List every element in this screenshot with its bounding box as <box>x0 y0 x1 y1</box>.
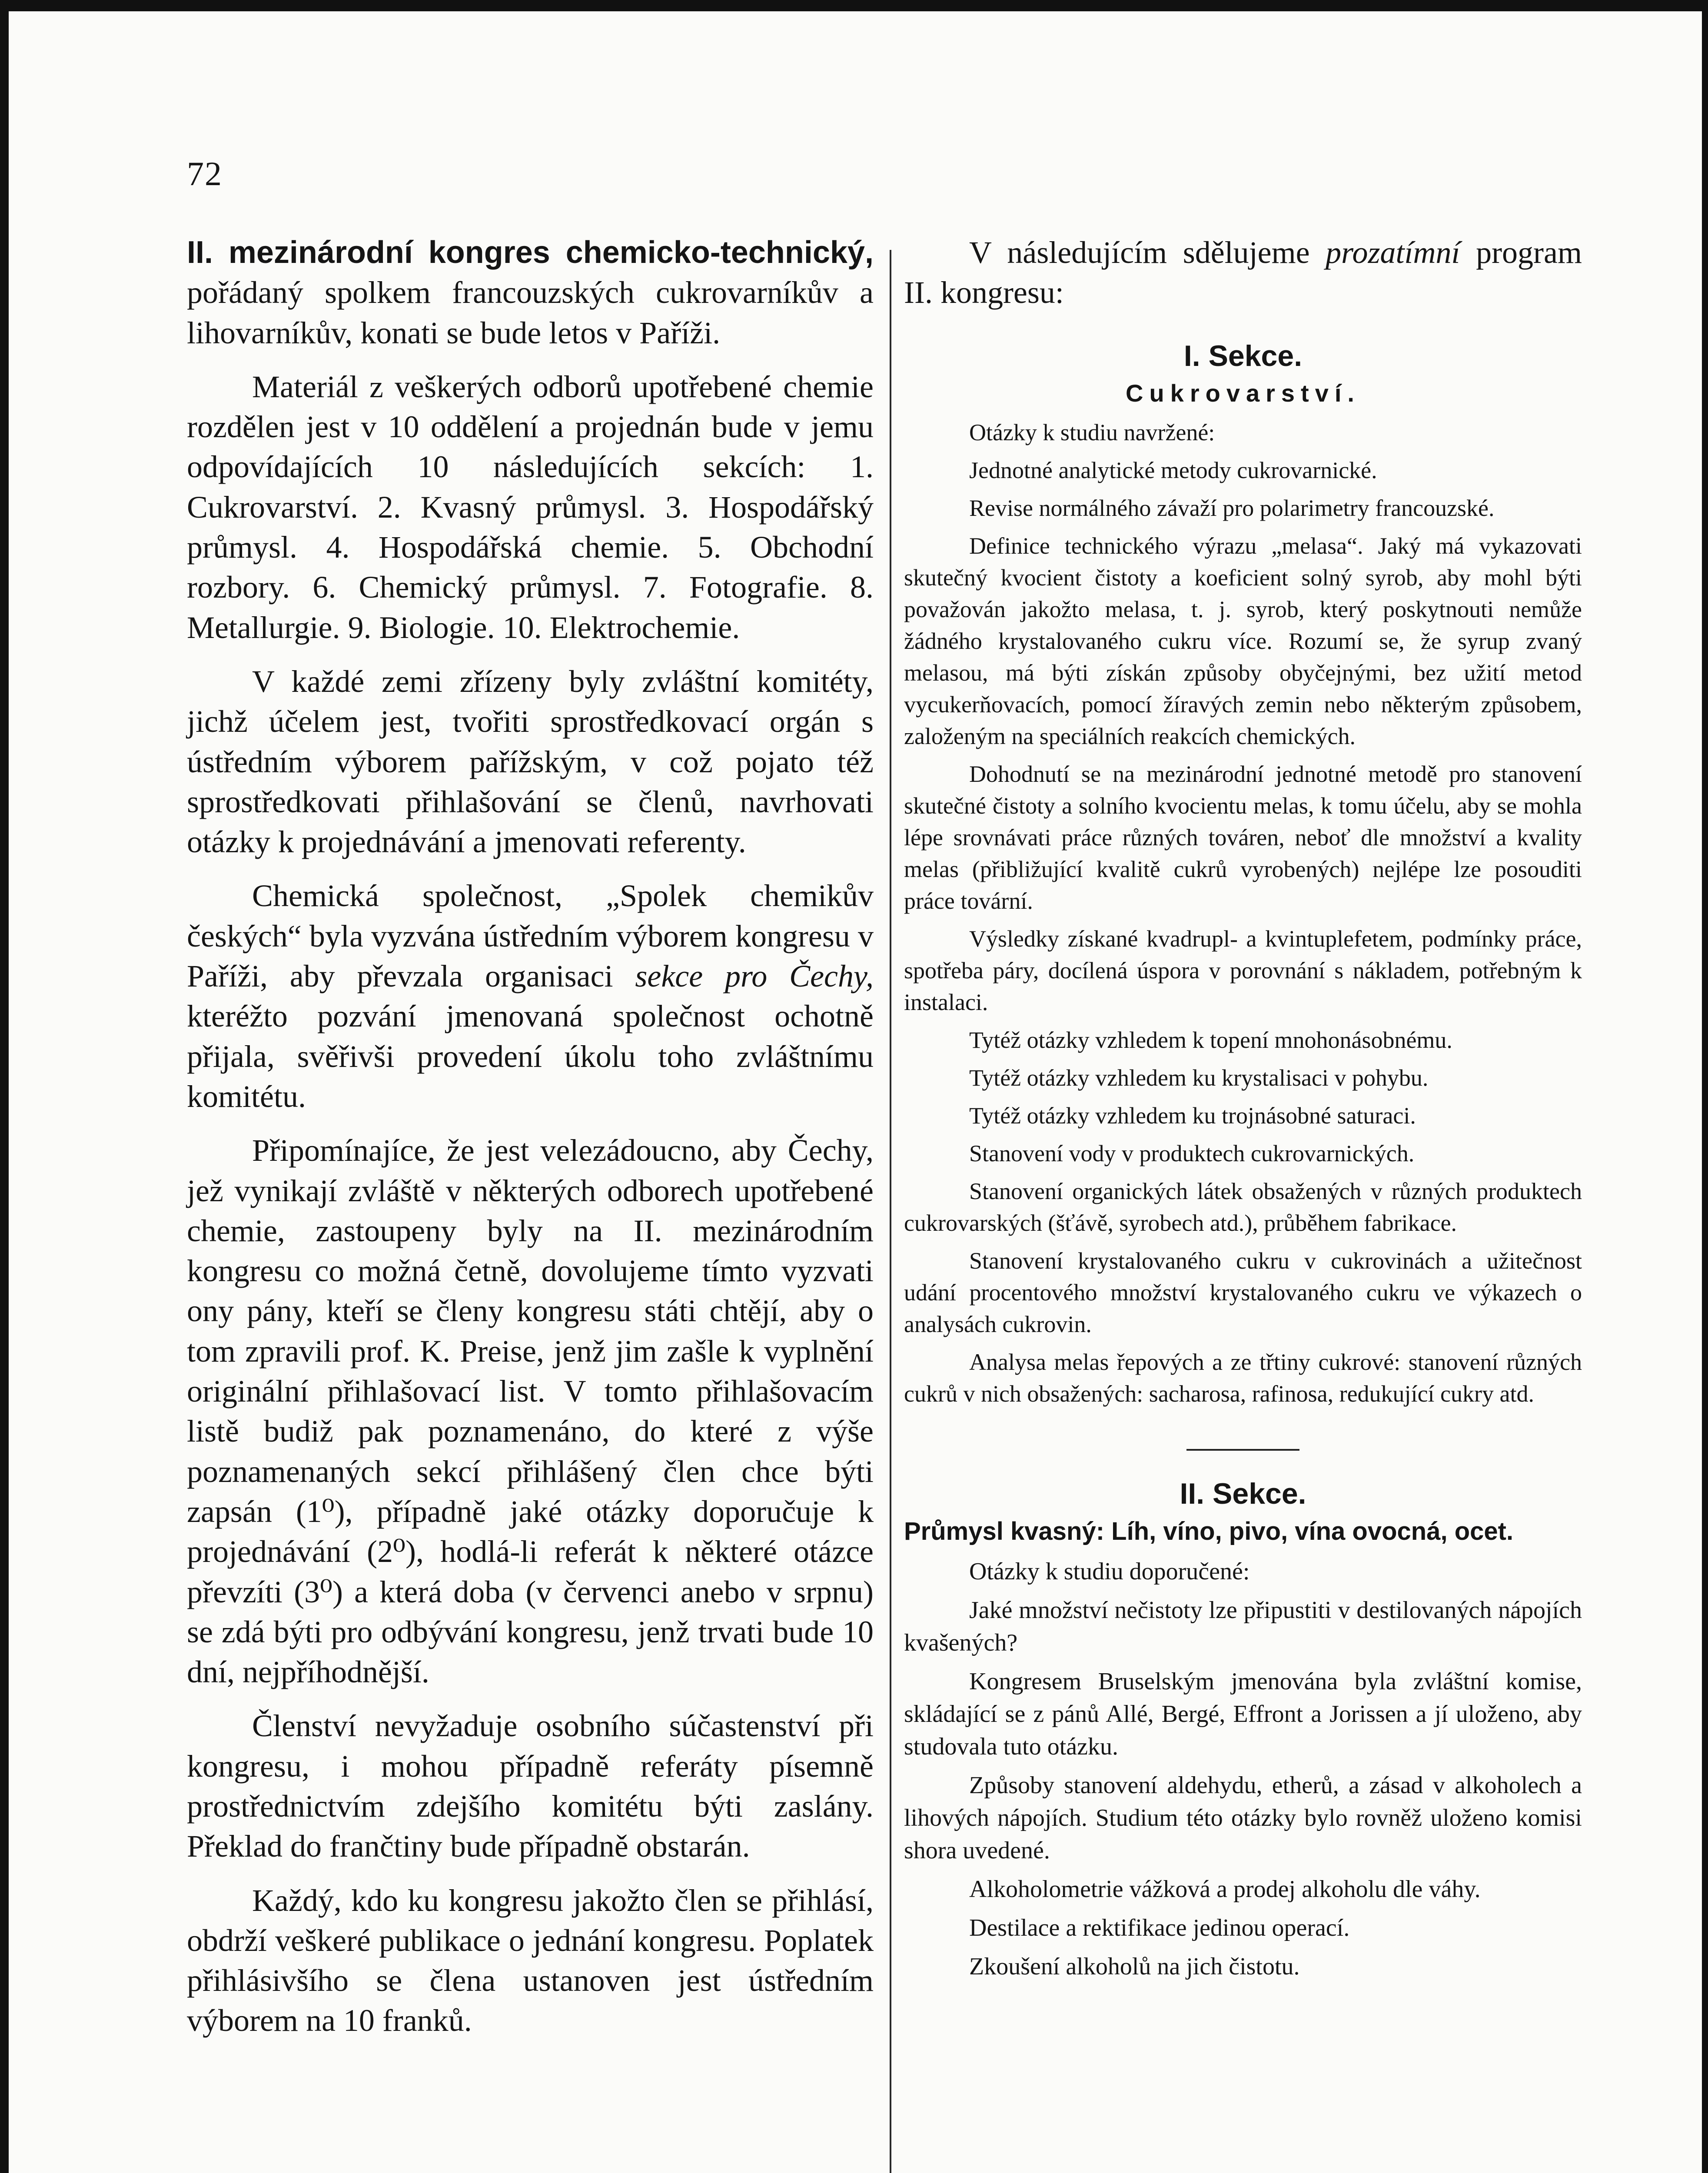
section-1-subtitle: Cukrovarství. <box>1126 379 1360 407</box>
section-2-title: II. Sekce. <box>1180 1477 1306 1510</box>
section-2-paragraph: Otázky k studiu doporučené: <box>969 1558 1250 1585</box>
intro-italic: prozatímní <box>1326 235 1460 270</box>
paragraph-membership: Členství nevyžaduje osobního súčastenství při kongresu, i mohou případně referáty písemně prostřednictvím zdejšího komitétu býti zaslány. Překlad do frančtiny bude případně obstarán. <box>187 1708 874 1864</box>
page-number: 72 <box>187 155 223 193</box>
scan-border-right <box>1702 0 1708 2173</box>
section-1-paragraph: Stanovení organických látek obsažených v různých produktech cukrovarských (šťávě, syrobech atd.), průběhem fabrikace. <box>904 1178 1582 1236</box>
section-1-paragraph: Stanovení vody v produktech cukrovarnických. <box>969 1140 1415 1166</box>
section-1-paragraph: Analysa melas řepových a ze třtiny cukrové: stanovení různých cukrů v nich obsažených: sacharosa, rafinosa, redukující cukry atd. <box>904 1349 1582 1407</box>
column-divider <box>890 250 891 2173</box>
section-2-paragraph: Destilace a rektifikace jedinou operací. <box>969 1914 1350 1941</box>
scan-border-top <box>0 0 1708 11</box>
section-1-paragraph: Stanovení krystalovaného cukru v cukrovinách a užitečnost udání procentového množství krystalovaného cukru ve výkazech o analysách cukrovin. <box>904 1247 1582 1337</box>
section-1-paragraph: Tytéž otázky vzhledem k topení mnohonásobnému. <box>969 1027 1452 1053</box>
intro-text-b: program II. kongresu: <box>904 235 1582 310</box>
section-2-body <box>904 1555 1582 1983</box>
section-1-paragraph: Otázky k studiu navržené: <box>969 419 1215 445</box>
section-1-body <box>904 417 1582 1410</box>
section-2-paragraph: Jaké množství nečistoty lze připustiti v destilovaných nápojích kvašených? <box>904 1596 1582 1656</box>
left-column <box>187 233 874 2041</box>
section-1-paragraph: Výsledky získané kvadrupl- a kvintuplefetem, podmínky práce, spotřeba páry, docílená úspora v porovnání s nákladem, potřebným k instalaci. <box>904 925 1582 1015</box>
section-1-paragraph: Tytéž otázky vzhledem ku trojnásobné saturaci. <box>969 1102 1416 1129</box>
paragraph-chemical-society <box>187 876 874 1116</box>
paragraph-committees: V každé zemi zřízeny byly zvláštní komitéty, jichž účelem jest, tvořiti sprostředkovací orgán s ústředním výborem pařížským, v což pojato též sprostředkovati přihlašování se členů, navrhovati otázky k projednávání a jmenovati referenty. <box>187 664 874 860</box>
program-intro <box>904 233 1582 313</box>
congress-heading-rest: pořádaný spolkem francouzských cukrovarníkův a lihovarníkův, konati se bude letos v Paříži. <box>187 275 874 350</box>
section-2-paragraph: Zkoušení alkoholů na jich čistotu. <box>969 1953 1300 1980</box>
section-separator <box>1186 1449 1299 1451</box>
section-2-paragraph: Kongresem Bruselským jmenována byla zvláštní komise, skládající se z pánů Allé, Bergé, Effront a Jorissen a jí uloženo, aby studovala tuto otázku. <box>904 1668 1582 1760</box>
society-text-b: kteréžto pozvání jmenovaná společnost ochotně přijala, svěřivši provedení úkolu toho zvláštnímu komitétu. <box>187 999 874 1114</box>
society-italic: sekce pro Čechy, <box>635 959 874 994</box>
society-text-a: Chemická společnost, „Spolek chemikův českých“ byla vyzvána ústředním výborem kongresu v Paříži, aby převzala organisaci <box>187 878 874 994</box>
section-1-paragraph: Tytéž otázky vzhledem ku krystalisaci v pohybu. <box>969 1064 1429 1091</box>
paragraph-congress-announcement <box>187 233 874 353</box>
section-1-paragraph: Revise normálného závaží pro polarimetry francouzské. <box>969 495 1495 521</box>
section-1-paragraph: Definice technického výrazu „melasa“. Jaký má vykazovati skutečný kvocient čistoty a koeficient solný syrob, aby mohl býti považován jakožto melasa, t. j. syrob, který poskytnouti nemůže žádného krystalovaného cukru více. Rozumí se, že syrup zvaný melasou, má býti získán způsoby obyčejnými, bez užití metod vycukerňovacích, pomocí žíravých zemin nebo některým způsobem, založeným na speciálních reakcích chemických. <box>904 532 1582 749</box>
section-2-paragraph: Způsoby stanovení aldehydu, etherů, a zásad v alkoholech a lihových nápojích. Studium této otázky bylo rovněž uloženo komisi shora uvedené. <box>904 1771 1582 1864</box>
intro-text-a: V následujícím sdělujeme <box>969 235 1326 270</box>
paragraph-invitation: Připomínajíce, že jest velezádoucno, aby Čechy, jež vynikají zvláště v některých odborech upotřebené chemie, zastoupeny byly na II. mezinárodním kongresu co možná četně, dovolujeme tímto vyzvati ony pány, kteří se členy kongresu státi chtějí, aby o tom zpravili prof. K. Preise, jenž jim zašle k vyplnění originální přihlašovací list. V tomto přihlašovacím listě budiž pak poznamenáno, do které z výše poznamenaných sekcí přihlášený člen chce býti zapsán (1⁰), případně jaké otázky doporučuje k projednávání (2⁰), hodlá-li referát k některé otázce převzíti (3⁰) a která doba (v červenci anebo v srpnu) se zdá býti pro odbývání kongresu, jenž trvati bude 10 dní, nejpříhodnější. <box>187 1133 874 1690</box>
section-1-title: I. Sekce. <box>1183 339 1303 372</box>
section-1-paragraph: Dohodnutí se na mezinárodní jednotné metodě pro stanovení skutečné čistoty a solního kvocientu melas, k tomu účelu, aby se mohla lépe srovnávati práce různých továren, neboť dle množství a kvality melas (přibližující kvalitě cukrů vyrobených) nejlépe lze posouditi práce tovární. <box>904 761 1582 914</box>
paragraph-fee: Každý, kdo ku kongresu jakožto člen se přihlásí, obdrží veškeré publikace o jednání kongresu. Poplatek přihlásivšího se člena ustanoven jest ústředním výborem na 10 franků. <box>187 1883 874 2038</box>
right-column <box>904 233 1582 1983</box>
congress-heading: II. mezinárodní kongres chemicko-technický, <box>187 235 874 270</box>
scan-border-left <box>0 0 9 2173</box>
paragraph-sections: Materiál z veškerých odborů upotřebené chemie rozdělen jest v 10 oddělení a projednán bude v jemu odpovídajících 10 následujících sekcích: 1. Cukrovarství. 2. Kvasný průmysl. 3. Hospodářský průmysl. 4. Hospodářská chemie. 5. Obchodní rozbory. 6. Chemický průmysl. 7. Fotografie. 8. Metallurgie. 9. Biologie. 10. Elektrochemie. <box>187 369 874 645</box>
section-2-paragraph: Alkoholometrie vážková a prodej alkoholu dle váhy. <box>969 1875 1481 1903</box>
section-2-subtitle: Průmysl kvasný: Líh, víno, pivo, vína ovocná, ocet. <box>904 1517 1514 1545</box>
section-1-paragraph: Jednotné analytické metody cukrovarnické. <box>969 457 1377 483</box>
